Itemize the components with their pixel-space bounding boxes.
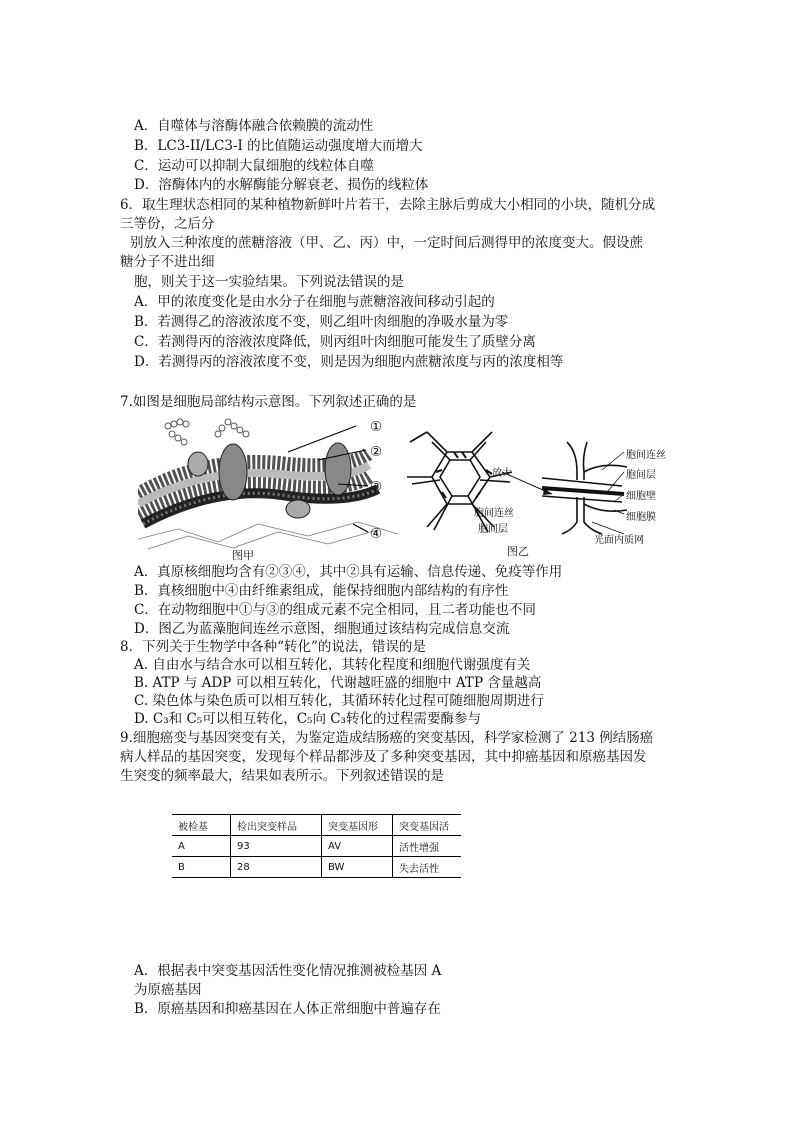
q6-stem-line-2: 三等份，之后分 [120, 216, 215, 232]
figure-b-pd-left-label: 胞间连丝 [474, 508, 514, 519]
q8-option-d: D. C₃和 C₅可以相互转化，C₅向 C₃转化的过程需要酶参与 [134, 711, 481, 727]
table-header-cell: 突变基因活 [393, 815, 462, 836]
table-cell: 28 [231, 857, 322, 878]
figure-b-membrane-label: 细胞膜 [626, 512, 656, 523]
q9-stem-line-1: 9.细胞癌变与基因突变有关，为鉴定造成结肠癌的突变基因，科学家检测了 213 例结肠癌 [120, 730, 654, 746]
figure-b-ml-left-label: 胞间层 [478, 524, 508, 535]
q7-option-d: D．图乙为蓝藻胞间连丝示意图，细胞通过该结构完成信息交流 [134, 621, 510, 637]
figure-b-pd-label: 胞间连丝 [626, 450, 666, 461]
table-cell: A [172, 836, 231, 857]
q7-option-b: B．真核细胞中④由纤维素组成，能保持细胞内部结构的有序性 [134, 583, 509, 599]
table-cell: 失去活性 [393, 857, 462, 878]
q9-stem-line-3: 生突变的频率最大，结果如表所示。下列叙述错误的是 [120, 768, 444, 784]
table-cell: 活性增强 [393, 836, 462, 857]
q6-stem-line-1: 6．取生理状态相同的某种植物新鲜叶片若干，去除主脉后剪成大小相同的小块，随机分成 [120, 197, 656, 213]
q8-option-b: B. ATP 与 ADP 可以相互转化，代谢越旺盛的细胞中 ATP 含量越高 [134, 675, 542, 691]
q6-option-b: B．若测得乙的溶液浓度不变，则乙组叶肉细胞的净吸水量为零 [134, 314, 509, 330]
table-row [172, 857, 461, 878]
marker-1: ① [370, 419, 383, 435]
figure-b-plasmodesmata-diagram [402, 422, 702, 542]
table-row [172, 836, 461, 857]
table-cell: 93 [231, 836, 322, 857]
q9-option-a: A．根据表中突变基因活性变化情况推测被检基因 A [134, 963, 442, 979]
q8-stem: 8．下列关于生物学中各种“转化”的说法，错误的是 [120, 639, 426, 655]
figure-b-er-label: 光面内质网 [594, 535, 644, 546]
q7-stem: 7.如图是细胞局部结构示意图。下列叙述正确的是 [120, 394, 417, 410]
q6-option-c: C．若测得丙的溶液浓度降低，则丙组叶肉细胞可能发生了质壁分离 [134, 334, 536, 350]
table-header-cell: 被检基 [172, 815, 231, 836]
table-cell: BW [322, 857, 393, 878]
q8-option-a: A. 自由水与结合水可以相互转化，其转化程度和细胞代谢强度有关 [134, 657, 531, 673]
marker-3: ③ [370, 479, 383, 495]
q6-stem-line-4: 糖分子不进出细 [120, 254, 215, 270]
table-cell: AV [322, 836, 393, 857]
q6-option-d: D．若测得丙的溶液浓度不变，则是因为细胞内蔗糖浓度与丙的浓度相等 [134, 354, 564, 370]
table-header-cell: 突变基因形 [322, 815, 393, 836]
q5-option-d: D．溶酶体内的水解酶能分解衰老、损伤的线粒体 [134, 177, 429, 193]
marker-4: ④ [370, 526, 383, 542]
q6-stem-line-3: 别放入三种浓度的蔗糖溶液（甲、乙、丙）中，一定时间后测得甲的浓度变大。假设蔗 [130, 235, 643, 251]
table-header-cell: 检出突变样品 [231, 815, 322, 836]
q9-option-b: B．原癌基因和抑癌基因在人体正常细胞中普遍存在 [134, 1001, 441, 1017]
q8-option-c: C. 染色体与染色质可以相互转化，其循环转化过程可随细胞周期进行 [134, 693, 544, 709]
q7-option-a: A．真原核细胞均含有②③④，其中②具有运输、信息传递、免疫等作用 [134, 564, 563, 580]
marker-2: ② [370, 444, 383, 460]
figure-b-enlarge-label: 放大 [492, 468, 512, 479]
q7-option-c: C．在动物细胞中①与③的组成元素不完全相同，且二者功能也不同 [134, 602, 536, 618]
figure-a-membrane-diagram [138, 414, 398, 554]
q5-option-c: C．运动可以抑制大鼠细胞的线粒体自噬 [134, 158, 374, 174]
q6-option-a: A．甲的浓度变化是由水分子在细胞与蔗糖溶液间移动引起的 [134, 294, 495, 310]
q9-stem-line-2: 病人样品的基因突变，发现每个样品都涉及了多种突变基因，其中抑癌基因和原癌基因发 [120, 749, 647, 765]
figure-b-ml-label: 胞间层 [626, 470, 656, 481]
figure-b-wall-label: 细胞壁 [626, 491, 656, 502]
figure-b-label: 图乙 [507, 545, 529, 558]
q5-option-a: A．自噬体与溶酶体融合依赖膜的流动性 [134, 118, 374, 134]
mutation-table [172, 814, 461, 878]
q6-stem-line-5: 胞，则关于这一实验结果。下列说法错误的是 [134, 274, 404, 290]
q9-option-a-continued: 为原癌基因 [134, 982, 202, 998]
table-cell: B [172, 857, 231, 878]
q5-option-b: B．LC3-II/LC3-I 的比值随运动强度增大而增大 [134, 138, 423, 154]
table-header-row [172, 815, 461, 836]
figure-a-label: 图甲 [232, 549, 254, 562]
